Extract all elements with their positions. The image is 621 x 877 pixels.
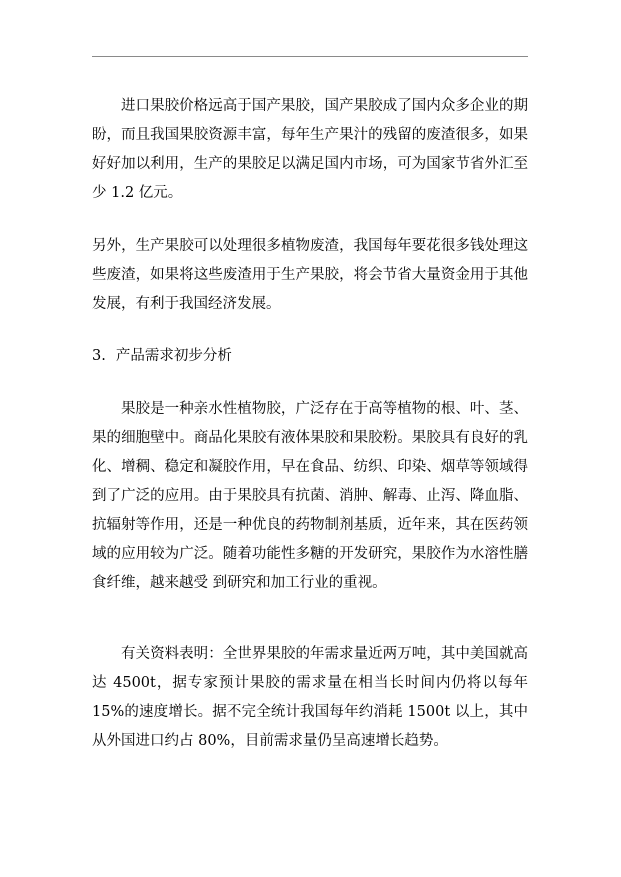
section-heading-number: 3. [92, 348, 106, 364]
header-rule [92, 56, 528, 57]
section-heading [92, 342, 528, 371]
section-heading-title: 产品需求初步分析 [115, 348, 232, 364]
paragraph-demand-data: 有关资料表明：全世界果胶的年需求量近两万吨，其中美国就高达 4500t，据专家预计果胶的需求量在相当长时间内仍将以每年 15%的速度增长。据不完全统计我国每年约消耗 1500t 以上，其中从外国进口约占 80%，目前需求量仍呈高速增长趋势。 [92, 646, 528, 749]
paragraph-import-pectin: 进口果胶价格远高于国产果胶，国产果胶成了国内众多企业的期盼，而且我国果胶资源丰富，每年生产果汁的残留的废渣很多，如果好好加以利用，生产的果胶足以满足国内市场，可为国家节省外汇至少 1.2 亿元。 [92, 98, 528, 201]
paragraph-pectin-description: 果胶是一种亲水性植物胶，广泛存在于高等植物的根、叶、茎、果的细胞壁中。商品化果胶有液体果胶和果胶粉。果胶具有良好的乳化、增稠、稳定和凝胶作用，早在食品、纺织、印染、烟草等领域得到了广泛的应用。由于果胶具有抗菌、消肿、解毒、止泻、降血脂、抗辐射等作用，还是一种优良的药物制剂基质，近年来，其在医药领域的应用较为广泛。随着功能性多糖的开发研究，果胶作为水溶性膳食纤维，越来越受 到研究和加工行业的重视。 [92, 401, 528, 591]
paragraph-plant-waste: 另外，生产果胶可以处理很多植物废渣，我国每年要花很多钱处理这些废渣，如果将这些废渣用于生产果胶，将会节省大量资金用于其他发展，有利于我国经济发展。 [92, 238, 528, 312]
